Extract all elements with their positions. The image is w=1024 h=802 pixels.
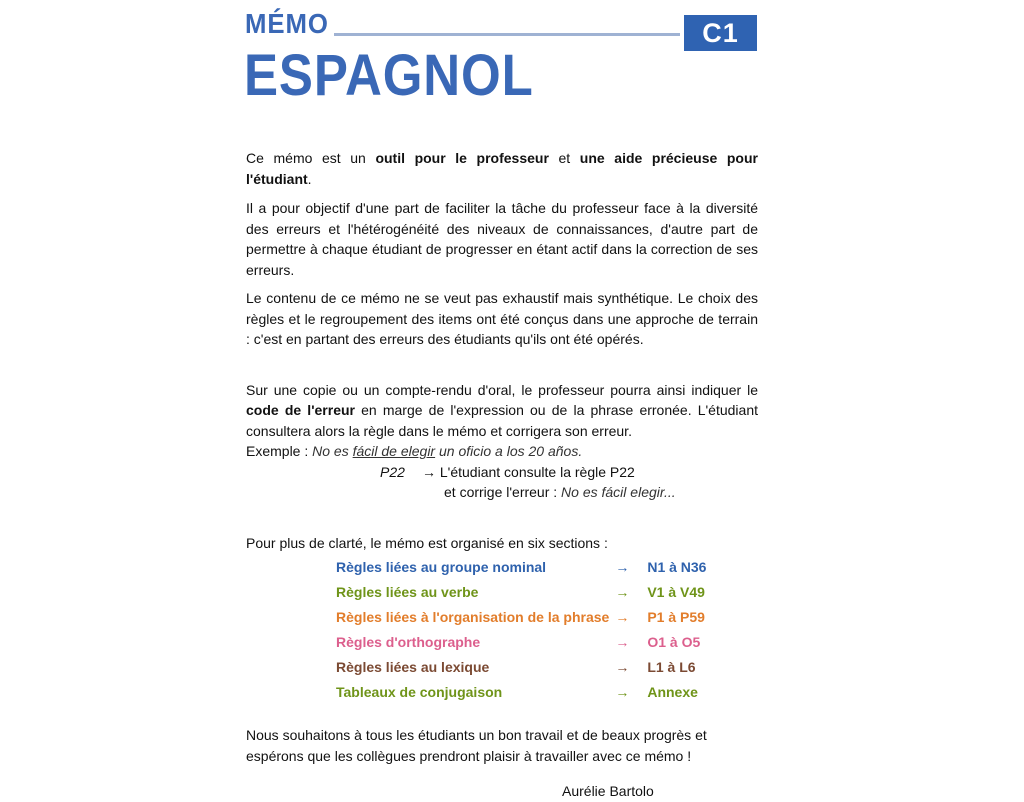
memo-title: MÉMO	[245, 8, 329, 39]
arrow-text: → L'étudiant consulte la règle P22	[422, 463, 635, 480]
text: Ce mémo est un	[246, 150, 376, 166]
section-label: Règles d'orthographe	[336, 634, 481, 651]
intro-paragraph-1	[246, 148, 758, 189]
subject-title: ESPAGNOL	[244, 43, 534, 108]
text: .	[307, 170, 312, 187]
section-range: V1 à V49	[647, 584, 705, 601]
content	[246, 148, 758, 802]
correction-line	[246, 482, 758, 503]
section-row	[336, 555, 706, 580]
closing-paragraph: Nous souhaitons à tous les étudiants un bon travail et de beaux progrès et espérons que les collègues prendront plaisir à travailler avec ce mémo !	[246, 727, 707, 764]
title-rule	[334, 33, 680, 36]
text: No es	[312, 443, 353, 459]
arrow-icon: →	[615, 584, 630, 601]
arrow-icon: →	[615, 559, 630, 576]
section-label: Règles liées au lexique	[336, 659, 490, 676]
intro-paragraph-2: Il a pour objectif d'une part de faciliter la tâche du professeur face à la diversité des erreurs et l'hétérogénéité des niveaux de connaissances, d'autre part de permettre à chaque étudiant de progresser en étant actif dans la correction de ses erreurs.	[246, 200, 758, 278]
section-label: Règles liées au verbe	[336, 584, 479, 601]
arrow-icon: →	[615, 634, 630, 651]
arrow-icon: →	[615, 684, 630, 701]
emphasis: code de l'erreur	[246, 402, 355, 418]
usage-paragraph	[246, 380, 758, 442]
text: et	[548, 150, 580, 166]
section-row	[336, 580, 706, 605]
error-code-line	[246, 462, 758, 483]
section-label: Tableaux de conjugaison	[336, 684, 503, 701]
sections-table	[336, 555, 706, 705]
section-row	[336, 655, 706, 680]
text: en marge de l'expression ou de la phrase erronée. L'étudiant consultera alors la règle dans le mémo et corrigera son erreur.	[246, 402, 759, 439]
example-label: Exemple :	[246, 443, 313, 459]
underlined-error: fácil de elegir	[352, 443, 436, 459]
emphasis: outil pour le professeur	[375, 150, 549, 166]
text: un oficio a los 20 años.	[435, 443, 583, 459]
intro-paragraph-3: Le contenu de ce mémo ne se veut pas exhaustif mais synthétique. Le choix des règles et le regroupement des items ont été conçus dans une approche de terrain : c'est en partant des erreurs des étudiants qu'ils ont été opérés.	[246, 290, 758, 347]
text: et corrige l'erreur :	[444, 484, 562, 500]
error-code: P22	[380, 463, 405, 480]
section-range: L1 à L6	[647, 659, 696, 676]
section-range: Annexe	[647, 684, 698, 701]
section-range: O1 à O5	[647, 634, 701, 651]
section-label: Règles liées au groupe nominal	[336, 559, 547, 576]
spanish-example	[312, 443, 582, 459]
section-label: Règles liées à l'organisation de la phrase	[336, 609, 610, 626]
example-line	[246, 441, 758, 462]
section-row	[336, 605, 706, 630]
arrow-icon: →	[615, 609, 630, 626]
sections-intro: Pour plus de clarté, le mémo est organisé en six sections :	[246, 534, 608, 551]
section-row	[336, 630, 706, 655]
section-range: N1 à N36	[647, 559, 707, 576]
signature: Aurélie Bartolo	[562, 783, 654, 799]
text: Sur une copie ou un compte-rendu d'oral, le professeur pourra ainsi indiquer le	[246, 381, 758, 398]
section-row	[336, 680, 706, 705]
spanish-correction: No es fácil elegir...	[561, 484, 676, 500]
level-badge: C1	[684, 15, 757, 51]
arrow-icon: →	[615, 659, 630, 676]
emphasis: une aide précieuse pour l'étudiant	[246, 150, 758, 187]
section-range: P1 à P59	[647, 609, 705, 626]
